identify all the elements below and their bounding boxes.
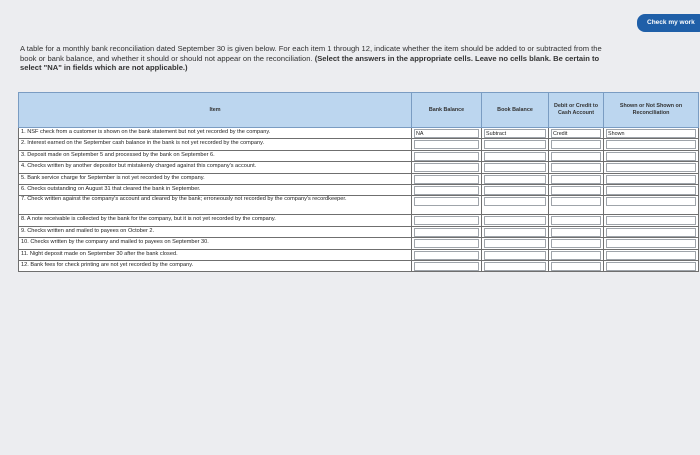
book-balance-select[interactable] (484, 186, 546, 195)
shown-select[interactable] (606, 175, 696, 184)
bank-balance-select-cell (412, 128, 482, 139)
shown-select-cell (604, 150, 699, 161)
debit-credit-select-cell (549, 249, 604, 260)
header-shown: Shown or Not Shown on Reconciliation (604, 93, 699, 128)
book-balance-select[interactable] (484, 163, 546, 172)
book-balance-select-cell (482, 150, 549, 161)
book-balance-select-cell (482, 260, 549, 271)
item-text: 6. Checks outstanding on August 31 that cleared the bank in September. (19, 184, 412, 195)
book-balance-select[interactable] (484, 262, 546, 271)
book-balance-select[interactable] (484, 175, 546, 184)
shown-select-cell (604, 184, 699, 195)
book-balance-select-cell (482, 139, 549, 150)
bank-balance-select[interactable] (414, 163, 479, 172)
book-balance-select[interactable] (484, 216, 546, 225)
item-text: 10. Checks written by the company and mailed to payees on September 30. (19, 238, 412, 249)
table-row (19, 128, 699, 139)
book-balance-select-cell (482, 128, 549, 139)
table-row (19, 184, 699, 195)
bank-balance-select[interactable] (414, 216, 479, 225)
shown-select[interactable] (606, 152, 696, 161)
bank-balance-select-cell (412, 162, 482, 173)
debit-credit-select[interactable] (551, 197, 601, 206)
item-text: 8. A note receivable is collected by the bank for the company, but it is not yet recorded by the company. (19, 215, 412, 226)
book-balance-select-cell (482, 162, 549, 173)
debit-credit-select-cell (549, 139, 604, 150)
debit-credit-select[interactable] (551, 239, 601, 248)
bank-balance-select-cell (412, 215, 482, 226)
book-balance-select-cell (482, 184, 549, 195)
bank-balance-select-cell (412, 249, 482, 260)
bank-balance-select[interactable] (414, 152, 479, 161)
shown-select-cell (604, 162, 699, 173)
debit-credit-select[interactable] (551, 163, 601, 172)
debit-credit-select-cell (549, 128, 604, 139)
debit-credit-select[interactable]: Credit (551, 129, 601, 138)
item-text: 5. Bank service charge for September is not yet recorded by the company. (19, 173, 412, 184)
bank-balance-select[interactable] (414, 228, 479, 237)
table-row (19, 162, 699, 173)
debit-credit-select[interactable] (551, 152, 601, 161)
reconciliation-table (18, 92, 699, 272)
header-debit-credit: Debit or Credit to Cash Account (549, 93, 604, 128)
item-text: 3. Deposit made on September 5 and processed by the bank on September 6. (19, 150, 412, 161)
bank-balance-select[interactable] (414, 175, 479, 184)
debit-credit-select[interactable] (551, 262, 601, 271)
book-balance-select-cell (482, 215, 549, 226)
item-text: 4. Checks written by another depositor but mistakenly charged against this company's account. (19, 162, 412, 173)
table-row (19, 215, 699, 226)
table-row (19, 238, 699, 249)
header-item: Item (19, 93, 412, 128)
bank-balance-select[interactable] (414, 239, 479, 248)
shown-select-cell (604, 238, 699, 249)
shown-select[interactable] (606, 262, 696, 271)
shown-select-cell (604, 260, 699, 271)
bank-balance-select[interactable] (414, 140, 479, 149)
shown-select[interactable] (606, 216, 696, 225)
bank-balance-select[interactable] (414, 186, 479, 195)
bank-balance-select-cell (412, 260, 482, 271)
bank-balance-select-cell (412, 173, 482, 184)
debit-credit-select[interactable] (551, 175, 601, 184)
shown-select-cell (604, 139, 699, 150)
shown-select-cell (604, 128, 699, 139)
book-balance-select-cell (482, 238, 549, 249)
debit-credit-select-cell (549, 184, 604, 195)
table-row (19, 150, 699, 161)
book-balance-select-cell (482, 173, 549, 184)
book-balance-select-cell (482, 249, 549, 260)
item-text: 2. Interest earned on the September cash balance in the bank is not yet recorded by the company. (19, 139, 412, 150)
debit-credit-select-cell (549, 150, 604, 161)
item-text: 9. Checks written and mailed to payees on October 2. (19, 226, 412, 237)
bank-balance-select-cell (412, 150, 482, 161)
table-row (19, 139, 699, 150)
book-balance-select[interactable] (484, 152, 546, 161)
bank-balance-select[interactable] (414, 262, 479, 271)
table-row (19, 249, 699, 260)
instructions-text: A table for a monthly bank reconciliation dated September 30 is given below. For each item 1 through 12, indicate whether the item should be added to or subtracted from the book or bank balance, and whether it should or should not appear on the reconciliation. (20, 44, 602, 63)
shown-select[interactable] (606, 228, 696, 237)
debit-credit-select-cell (549, 215, 604, 226)
item-text: 7. Check written against the company's account and cleared by the bank; erroneously not recorded by the company's recordkeeper. (19, 196, 412, 215)
table-row (19, 196, 699, 215)
bank-balance-select-cell (412, 184, 482, 195)
bank-balance-select-cell (412, 196, 482, 215)
debit-credit-select[interactable] (551, 228, 601, 237)
debit-credit-select-cell (549, 226, 604, 237)
debit-credit-select-cell (549, 260, 604, 271)
debit-credit-select[interactable] (551, 251, 601, 260)
shown-select[interactable] (606, 186, 696, 195)
header-bank-balance: Bank Balance (412, 93, 482, 128)
shown-select-cell (604, 226, 699, 237)
debit-credit-select-cell (549, 238, 604, 249)
shown-select-cell (604, 249, 699, 260)
check-my-work-button[interactable]: Check my work (637, 14, 700, 32)
item-text: 12. Bank fees for check printing are not yet recorded by the company. (19, 260, 412, 271)
instructions (20, 44, 610, 73)
bank-balance-select-cell (412, 139, 482, 150)
debit-credit-select-cell (549, 162, 604, 173)
bank-balance-select-cell (412, 226, 482, 237)
book-balance-select[interactable] (484, 140, 546, 149)
shown-select[interactable] (606, 197, 696, 206)
item-text: 11. Night deposit made on September 30 after the bank closed. (19, 249, 412, 260)
bank-balance-select[interactable] (414, 197, 479, 206)
shown-select-cell (604, 215, 699, 226)
shown-select[interactable] (606, 251, 696, 260)
shown-select[interactable]: Shown (606, 129, 696, 138)
debit-credit-select-cell (549, 196, 604, 215)
book-balance-select[interactable] (484, 251, 546, 260)
book-balance-select[interactable] (484, 239, 546, 248)
item-text: 1. NSF check from a customer is shown on the bank statement but not yet recorded by the company. (19, 128, 412, 139)
book-balance-select-cell (482, 196, 549, 215)
debit-credit-select[interactable] (551, 140, 601, 149)
shown-select[interactable] (606, 163, 696, 172)
bank-balance-select[interactable]: NA (414, 129, 479, 138)
table-row (19, 226, 699, 237)
shown-select[interactable] (606, 239, 696, 248)
header-book-balance: Book Balance (482, 93, 549, 128)
bank-balance-select-cell (412, 238, 482, 249)
book-balance-select[interactable] (484, 197, 546, 206)
shown-select[interactable] (606, 140, 696, 149)
debit-credit-select-cell (549, 173, 604, 184)
debit-credit-select[interactable] (551, 186, 601, 195)
instructions-note: (Select the answers in the appropriate cells. Leave no cells blank. Be certain to select "NA" in fields which are not applicable.) (20, 53, 600, 73)
book-balance-select[interactable] (484, 228, 546, 237)
book-balance-select[interactable]: Subtract (484, 129, 546, 138)
debit-credit-select[interactable] (551, 216, 601, 225)
shown-select-cell (604, 196, 699, 215)
shown-select-cell (604, 173, 699, 184)
table-row (19, 173, 699, 184)
book-balance-select-cell (482, 226, 549, 237)
table-row (19, 260, 699, 271)
bank-balance-select[interactable] (414, 251, 479, 260)
